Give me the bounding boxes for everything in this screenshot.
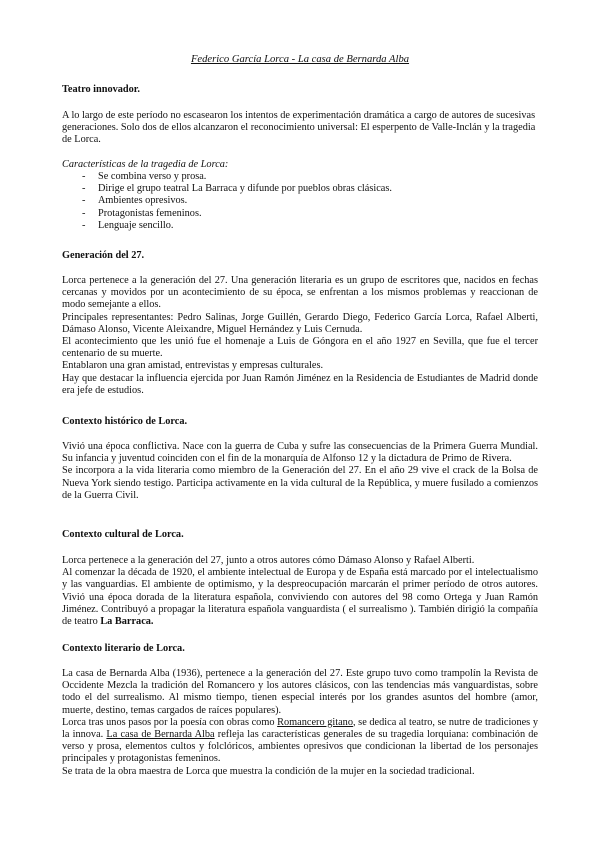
section-heading-contexto-historico: Contexto histórico de Lorca. (62, 416, 188, 427)
paragraph: A lo largo de este período no escasearon los intentos de experimentación dramática a cargo de autores de sucesivas generaciones. Solo dos de ellos alcanzaron el reconocimiento universal: El esperpento de Valle-Inclán y la tragedia de Lorca. (62, 110, 536, 146)
bernarda-alba-title: La casa de Bernarda Alba (106, 729, 215, 741)
section-body-contexto-literario (62, 668, 538, 778)
section-body-contexto-cultural (62, 555, 538, 628)
paragraph: Se trata de la obra maestra de Lorca que muestra la condición de la mujer en la sociedad tradicional. (62, 765, 475, 777)
features-list (62, 171, 538, 232)
paragraph (62, 717, 538, 766)
paragraph: Se incorpora a la vida literaria como miembro de la Generación del 27. En el año 29 vive el crack de la Bolsa de Nueva York siendo testigo. Participa activamente en la vida cultural de la República, y muere fusilado a comienzos de la Guerra Civil. (62, 465, 538, 501)
section-heading-contexto-cultural: Contexto cultural de Lorca. (62, 529, 184, 540)
section-body-contexto-historico (62, 441, 538, 502)
paragraph: La casa de Bernarda Alba (1936), pertenece a la generación del 27. Este grupo tuvo como trampolín la Revista de Occidente Mezcla la tradición del Romancero y los autores clásicos, con las tendencias más vanguardistas, sobre todo el del surrealismo. Al mismo tiempo, tienen especial interés por los grandes asuntos del hombre (amor, muerte, destino, temas cargados de raíces populares). (62, 668, 538, 716)
paragraph: Lorca pertenece a la generación del 27, junto a otros autores cómo Dámaso Alonso y Rafael Alberti. (62, 555, 475, 566)
la-barraca-bold: La Barraca. (100, 616, 154, 628)
section-heading-contexto-literario: Contexto literario de Lorca. (62, 643, 185, 654)
paragraph: Lorca pertenece a la generación del 27. Una generación literaria es un grupo de escritores que, nacidos en fechas cercanas y movidos por un acontecimiento de su época, se enfrentan a los mismos problemas y reaccionan de modo semejante a ellos. (62, 275, 538, 311)
paragraph: Entablaron una gran amistad, entrevistas y empresas culturales. (62, 360, 324, 372)
list-item: - Se combina verso y prosa. (62, 171, 538, 183)
paragraph-text: , se dedica al teatro, se nutre de tradiciones y la innova. (62, 716, 538, 741)
paragraph: Hay que destacar la influencia ejercida por Juan Ramón Jiménez en la Residencia de Estudiantes de Madrid donde era jefe de estudios. (62, 372, 538, 396)
romancero-gitano-title: Romancero gitano (277, 716, 353, 728)
paragraph-text: Al comenzar la década de 1920, el ambiente intelectual de Europa y de España está marcado por el intelectualismo y las vanguardias. El ambiente de optimismo, y la despreocupación marcarán el primer período de otros autores. Vivió una época dorada de la literatura española, conviviendo con autores del 98 como Ortega y Juan Ramón Jiménez. Contribuyó a propagar la literatura española vanguardista ( el surrealismo ). También dirigió la compañía de teatro (62, 567, 538, 628)
section-body-generacion-27 (62, 275, 538, 397)
paragraph (62, 567, 538, 628)
paragraph: El acontecimiento que les unió fue el homenaje a Luis de Góngora en el año 1927 en Sevilla, que fue el tercer centenario de su muerte. (62, 336, 538, 360)
section-heading-teatro-innovador: Teatro innovador. (62, 84, 141, 95)
list-item: - Dirige el grupo teatral La Barraca y difunde por pueblos obras clásicas. (62, 183, 538, 195)
paragraph-text: refleja las características generales de su tragedia lorquiana: combinación de verso y prosa, elementos cultos y folclóricos, ambientes opresivos que condicionan la libertad de los personajes principales y protagonistas femeninos. (62, 729, 539, 765)
paragraph: Principales representantes: Pedro Salinas, Jorge Guillén, Gerardo Diego, Federico García Lorca, Rafael Alberti, Dámaso Alonso, Vicente Aleixandre, Miguel Hernández y Luis Cernuda. (62, 311, 538, 335)
list-item: - Protagonistas femeninos. (62, 208, 538, 220)
list-item: - Lenguaje sencillo. (62, 220, 538, 232)
list-item: - Ambientes opresivos. (62, 195, 538, 207)
document-title: Federico García Lorca - La casa de Bernarda Alba (190, 54, 410, 65)
paragraph-text: Lorca tras unos pasos por la poesía con obras como (62, 716, 275, 728)
paragraph: Vivió una época conflictiva. Nace con la guerra de Cuba y sufre las consecuencias de la Primera Guerra Mundial. Su infancia y juventud coinciden con el fin de la monarquía de Alfonso 12 y la dictadura de Primo de Rivera. (62, 441, 538, 465)
section-heading-generacion-27: Generación del 27. (62, 250, 145, 261)
features-title: Características de la tragedia de Lorca: (62, 159, 229, 170)
